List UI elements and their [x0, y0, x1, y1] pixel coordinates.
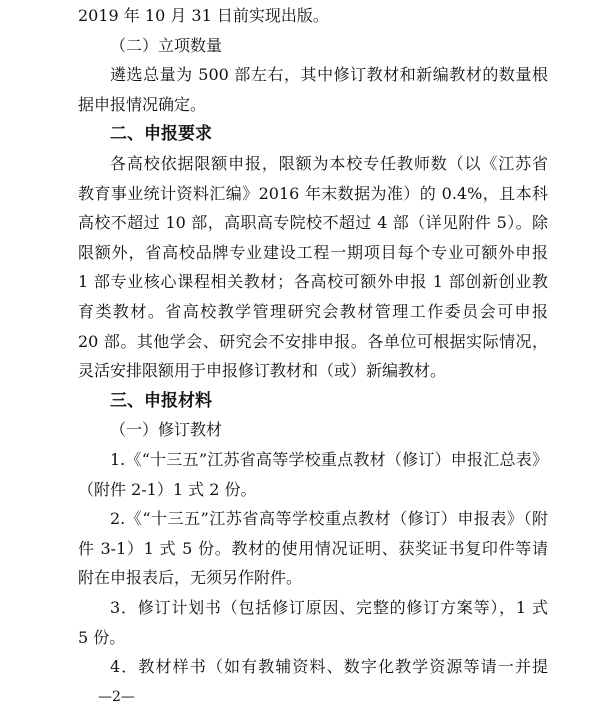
- text-line: 1.《“十三五”江苏省高等学校重点教材（修订）申报汇总表》: [110, 450, 548, 469]
- section-heading: 三、申报材料: [110, 390, 212, 411]
- text-line: 5 份。: [78, 627, 126, 647]
- text-line: （附件 2-1）1 式 2 份。: [78, 479, 257, 499]
- text-line: 附在申报表后，无须另作附件。: [78, 568, 303, 588]
- text-line: 灵活安排限额用于申报修订教材和（或）新编教材。: [78, 361, 447, 381]
- page-number: —2—: [98, 689, 135, 705]
- text-line: 高校不超过 10 部，高职高专院校不超过 4 部（详见附件 5）。除: [78, 213, 548, 233]
- text-line: 据申报情况确定。: [78, 94, 207, 114]
- text-line: 限额外，省高校品牌专业建设工程一期项目每个专业可额外申报: [78, 242, 548, 262]
- text-line: 各高校依据限额申报，限额为本校专任教师数（以《江苏省: [110, 154, 548, 173]
- text-line: 2019 年 10 月 31 日前实现出版。: [78, 6, 329, 25]
- text-line: 2.《“十三五”江苏省高等学校重点教材（修订）申报表》（附: [110, 509, 548, 529]
- text-line: 遴选总量为 500 部左右，其中修订教材和新编教材的数量根: [110, 65, 548, 85]
- text-line: 4．教材样书（如有教辅资料、数字化教学资源等请一并提: [110, 657, 548, 677]
- section-heading: 二、申报要求: [110, 124, 212, 145]
- text-line: 1 部专业核心课程相关教材；各高校可额外申报 1 部创新创业教: [78, 272, 548, 292]
- subsection-heading: （一）修订教材: [110, 420, 223, 440]
- text-line: 育类教材。省高校教学管理研究会教材管理工作委员会可申报: [78, 302, 548, 321]
- text-line: 教育事业统计资料汇编》2016 年末数据为准）的 0.4%，且本科: [78, 183, 548, 203]
- text-line: 件 3-1）1 式 5 份。教材的使用情况证明、获奖证书复印件等请: [78, 538, 548, 558]
- text-line: 3．修订计划书（包括修订原因、完整的修订方案等），1 式: [110, 598, 548, 617]
- subsection-heading: （二）立项数量: [110, 35, 223, 55]
- text-line: 20 部。其他学会、研究会不安排申报。各单位可根据实际情况，: [78, 331, 548, 351]
